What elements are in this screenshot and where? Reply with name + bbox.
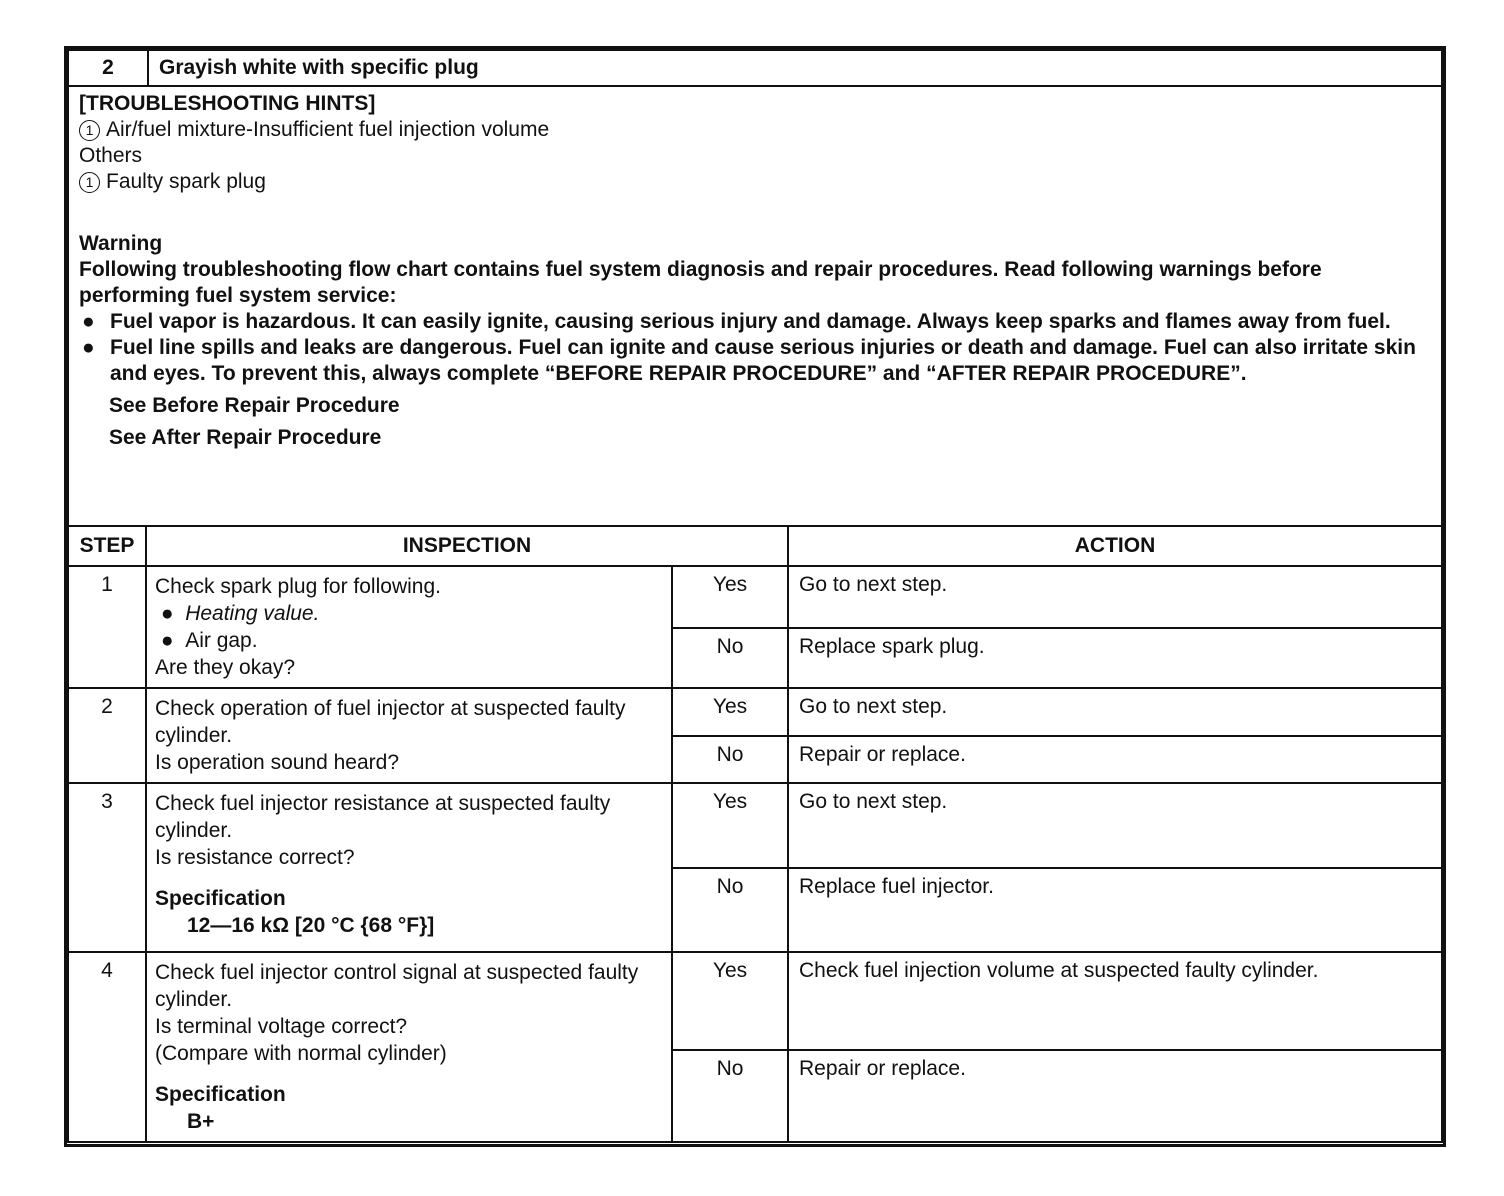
no-label: No (672, 868, 788, 952)
no-label: No (672, 628, 788, 688)
circled-number-icon: 1 (79, 120, 100, 141)
see-before-repair-link[interactable]: See Before Repair Procedure (109, 394, 400, 417)
step-inspection: Check fuel injector resistance at suspected faulty cylinder. Is resistance correct? Specification 12—16 kΩ [20 °C {68 °F}] (146, 783, 672, 952)
warning-title: Warning (79, 232, 163, 255)
yes-label: Yes (672, 783, 788, 868)
symptom-title: Grayish white with specific plug (148, 50, 1442, 86)
step-number: 4 (68, 952, 146, 1142)
no-action: Replace fuel injector. (788, 868, 1442, 952)
no-action: Repair or replace. (788, 1050, 1442, 1142)
warning-bullet: ● Fuel line spills and leaks are dangerous. Fuel can ignite and cause serious injuries or death and damage. Fuel can also irritate skin and eyes. To prevent this, always complete “BEFORE REPAIR PROCEDURE” and “AFTER REPAIR PROCEDURE”. (82, 336, 1416, 385)
hints-section (68, 86, 1442, 526)
column-action: ACTION (788, 526, 1442, 566)
step-inspection: Check operation of fuel injector at suspected faulty cylinder. Is operation sound heard? (146, 688, 672, 783)
step-number: 1 (68, 566, 146, 688)
bullet-icon: ● (82, 310, 95, 333)
others-label: Others (79, 144, 143, 167)
column-step: STEP (68, 526, 146, 566)
specification-value: 12—16 kΩ [20 °C {68 °F}] (187, 914, 435, 937)
no-label: No (672, 1050, 788, 1142)
bullet-icon: ● (82, 336, 95, 359)
step-inspection: Check spark plug for following. ● Heating value. ● Air gap. Are they okay? (146, 566, 672, 688)
step-number: 2 (68, 688, 146, 783)
steps-table (67, 525, 1443, 1143)
no-action: Replace spark plug. (788, 628, 1442, 688)
specification-label: Specification (155, 887, 286, 910)
step-number: 3 (68, 783, 146, 952)
others-item: 1 Faulty spark plug (79, 169, 1431, 195)
yes-action: Check fuel injection volume at suspected faulty cylinder. (788, 952, 1442, 1050)
see-after-repair-link[interactable]: See After Repair Procedure (109, 426, 382, 449)
header-table (67, 49, 1443, 527)
specification-label: Specification (155, 1083, 286, 1106)
circled-number-icon: 1 (79, 172, 100, 193)
yes-label: Yes (672, 566, 788, 628)
yes-label: Yes (672, 952, 788, 1050)
yes-action: Go to next step. (788, 783, 1442, 868)
symptom-number: 2 (68, 50, 148, 86)
hints-title: [TROUBLESHOOTING HINTS] (79, 92, 376, 115)
diagnostic-sheet (64, 46, 1446, 1147)
specification-value: B+ (187, 1110, 215, 1133)
yes-action: Go to next step. (788, 688, 1442, 736)
yes-action: Go to next step. (788, 566, 1442, 628)
yes-label: Yes (672, 688, 788, 736)
step-inspection: Check fuel injector control signal at suspected faulty cylinder. Is terminal voltage correct? (Compare with normal cylinder) Specification B+ (146, 952, 672, 1142)
hint-item: 1 Air/fuel mixture-Insufficient fuel injection volume (79, 117, 1431, 143)
no-action: Repair or replace. (788, 736, 1442, 783)
column-inspection: INSPECTION (146, 526, 788, 566)
warning-intro: Following troubleshooting flow chart contains fuel system diagnosis and repair procedures. Read following warnings before performing fuel system service: (79, 258, 1322, 307)
warning-bullet: ● Fuel vapor is hazardous. It can easily ignite, causing serious injury and damage. Always keep sparks and flames away from fuel. (82, 310, 1391, 333)
no-label: No (672, 736, 788, 783)
